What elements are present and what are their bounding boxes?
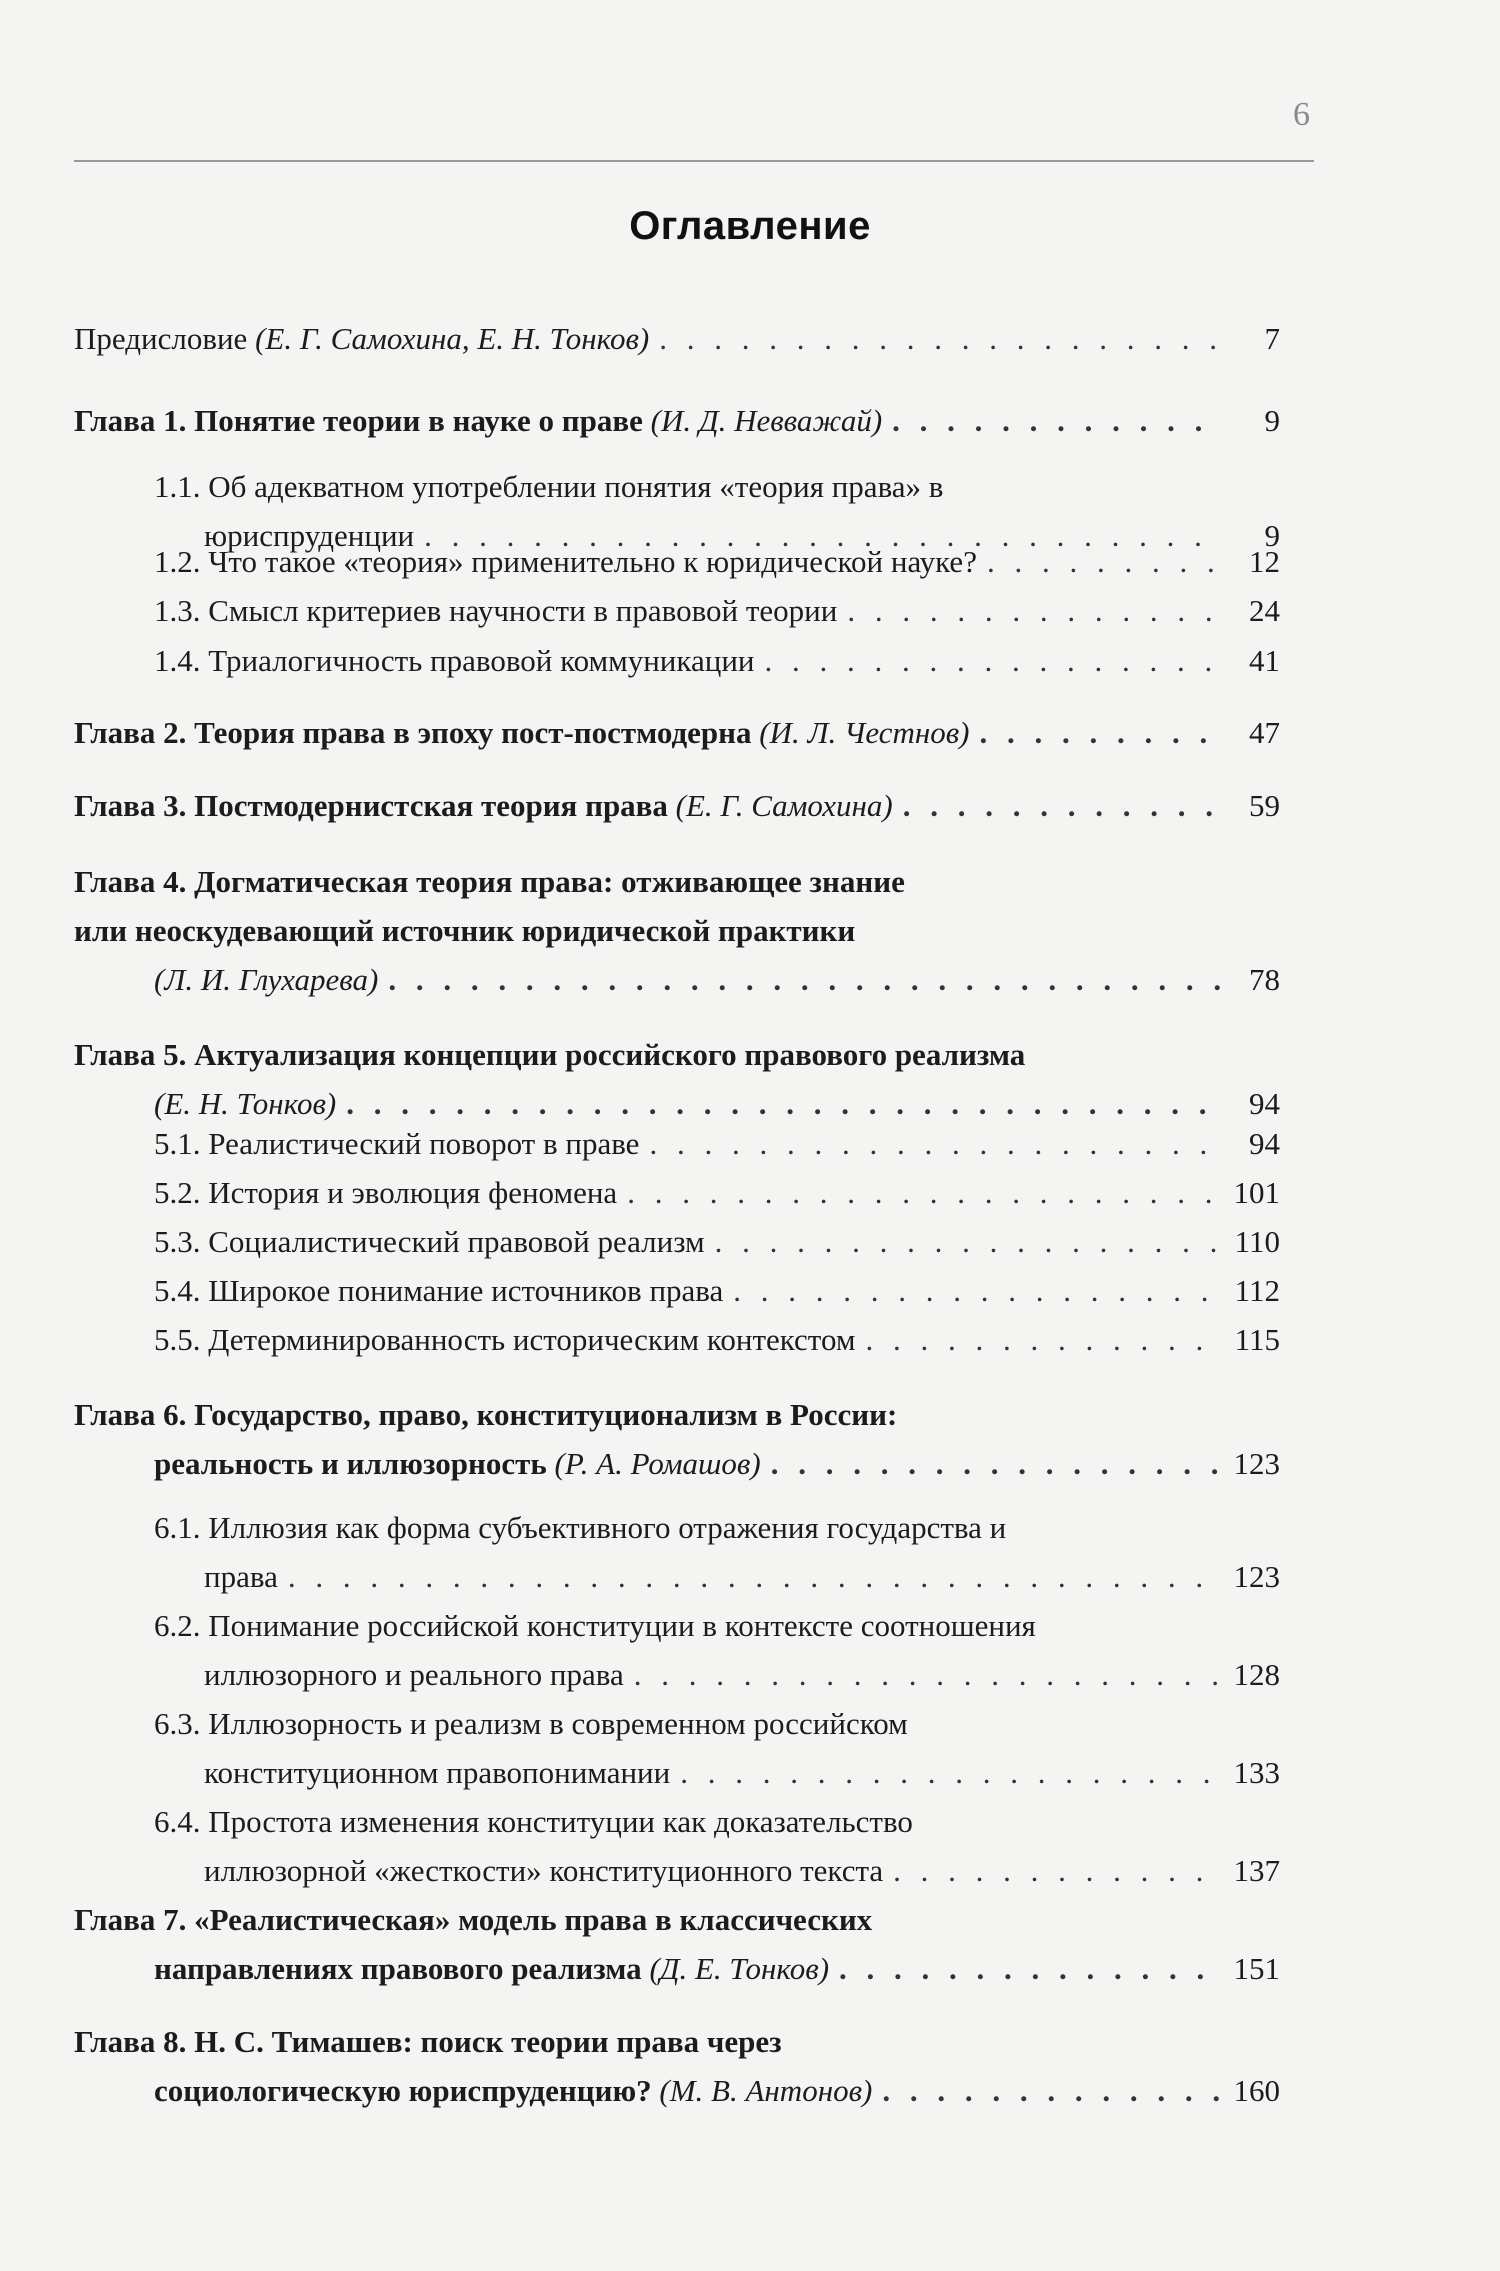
toc-entry-author: (Е. Н. Тонков) bbox=[154, 1086, 337, 1121]
toc-chapter bbox=[74, 1390, 1280, 1488]
toc-page-number: 123 bbox=[1233, 1559, 1280, 1594]
toc-entry-title: 5.4. Широкое понимание источников права bbox=[154, 1273, 724, 1308]
toc-section bbox=[154, 1119, 1280, 1168]
toc-entry-line: или неоскудевающий источник юридической практики bbox=[74, 913, 856, 948]
toc-entry-title: Глава 3. Постмодернистская теория права bbox=[74, 788, 676, 823]
toc-section bbox=[154, 636, 1280, 685]
toc-section bbox=[154, 1503, 1280, 1601]
toc-page-number: 9 bbox=[1264, 518, 1280, 553]
dot-leader bbox=[680, 1748, 1220, 1797]
toc-page-number: 12 bbox=[1249, 544, 1280, 579]
toc-entry-title: конституционном правопонимании bbox=[204, 1755, 671, 1790]
toc-entry-title: Предисловие bbox=[74, 321, 256, 356]
toc-page-number: 112 bbox=[1234, 1273, 1280, 1308]
toc-entry-author: (М. В. Антонов) bbox=[659, 2073, 873, 2108]
toc-entry-title: социологическую юриспруденцию? bbox=[154, 2073, 660, 2108]
toc-page-number: 24 bbox=[1249, 593, 1280, 628]
dot-leader bbox=[733, 1266, 1220, 1315]
toc-entry-line: 6.1. Иллюзия как форма субъективного отражения государства и bbox=[154, 1510, 1007, 1545]
toc-section bbox=[154, 1699, 1280, 1797]
toc-chapter bbox=[74, 781, 1280, 830]
toc-entry-author: (Р. А. Ромашов) bbox=[554, 1446, 761, 1481]
toc-section bbox=[154, 586, 1280, 635]
toc-entry-title: 1.3. Смысл критериев научности в правовой теории bbox=[154, 593, 838, 628]
toc-entry-line: Глава 8. Н. С. Тимашев: поиск теории права через bbox=[74, 2024, 782, 2059]
toc-entry-line: 6.2. Понимание российской конституции в контексте соотношения bbox=[154, 1608, 1036, 1643]
toc-entry-author: (И. Д. Невважай) bbox=[650, 403, 883, 438]
toc-entry-line: 6.3. Иллюзорность и реализм в современном российском bbox=[154, 1706, 908, 1741]
toc-entry-title: Глава 1. Понятие теории в науке о праве bbox=[74, 403, 651, 438]
dot-leader bbox=[627, 1168, 1220, 1217]
toc-entry-title: направлениях правового реализма bbox=[154, 1951, 650, 1986]
toc-page-number: 101 bbox=[1233, 1175, 1280, 1210]
toc-entry-line: 1.1. Об адекватном употреблении понятия «теория права» в bbox=[154, 469, 944, 504]
toc-entry-title: юриспруденции bbox=[204, 518, 415, 553]
toc-chapter bbox=[74, 1895, 1280, 1993]
toc-entry-author: (Е. Г. Самохина) bbox=[675, 788, 893, 823]
toc-entry-author: (Е. Г. Самохина, Е. Н. Тонков) bbox=[255, 321, 650, 356]
toc-chapter bbox=[74, 1030, 1280, 1128]
toc-entry-title: 5.2. История и эволюция феномена bbox=[154, 1175, 618, 1210]
toc-entry-author: (Л. И. Глухарева) bbox=[154, 962, 379, 997]
toc-entry-title: 5.5. Детерминированность историческим контекстом bbox=[154, 1322, 856, 1357]
dot-leader bbox=[771, 1439, 1220, 1488]
toc-entry-title: 5.1. Реалистический поворот в праве bbox=[154, 1126, 640, 1161]
toc-entry-title: 5.3. Социалистический правовой реализм bbox=[154, 1224, 705, 1259]
toc-entry-line: Глава 4. Догматическая теория права: отживающее знание bbox=[74, 864, 905, 899]
toc-entry-line: Глава 7. «Реалистическая» модель права в классических bbox=[74, 1902, 873, 1937]
toc-section bbox=[154, 1266, 1280, 1315]
toc-section bbox=[154, 1315, 1280, 1364]
toc-section bbox=[154, 1168, 1280, 1217]
toc-entry-title: реальность и иллюзорность bbox=[154, 1446, 555, 1481]
toc-entry-title: 1.2. Что такое «теория» применительно к юридической науке? bbox=[154, 544, 977, 579]
toc-entry-line: Глава 6. Государство, право, конституционализм в России: bbox=[74, 1397, 898, 1432]
dot-leader bbox=[892, 396, 1220, 445]
dot-leader bbox=[987, 537, 1220, 586]
header-rule bbox=[74, 160, 1314, 162]
toc-page-number: 7 bbox=[1264, 321, 1280, 356]
toc-section bbox=[154, 1797, 1280, 1895]
toc-page-number: 94 bbox=[1249, 1086, 1280, 1121]
dot-leader bbox=[882, 2066, 1220, 2115]
toc-entry-title: Глава 2. Теория права в эпоху пост-постмодерна bbox=[74, 715, 760, 750]
dot-leader bbox=[388, 955, 1220, 1004]
toc-entry-title: иллюзорной «жесткости» конституционного текста bbox=[204, 1853, 884, 1888]
dot-leader bbox=[649, 1119, 1220, 1168]
page-number: 6 bbox=[1293, 96, 1310, 133]
toc-chapter bbox=[74, 2017, 1280, 2115]
toc-page-number: 160 bbox=[1233, 2073, 1280, 2108]
toc-chapter bbox=[74, 314, 1280, 363]
toc-chapter bbox=[74, 396, 1280, 445]
toc-page-number: 110 bbox=[1234, 1224, 1280, 1259]
dot-leader bbox=[634, 1650, 1220, 1699]
toc-page-number: 128 bbox=[1233, 1657, 1280, 1692]
toc-page-number: 59 bbox=[1249, 788, 1280, 823]
dot-leader bbox=[893, 1846, 1220, 1895]
dot-leader bbox=[865, 1315, 1220, 1364]
toc-chapter bbox=[74, 857, 1280, 1004]
dot-leader bbox=[839, 1944, 1220, 1993]
toc-page-number: 41 bbox=[1249, 643, 1280, 678]
dot-leader bbox=[715, 1217, 1220, 1266]
toc-page-number: 137 bbox=[1233, 1853, 1280, 1888]
dot-leader bbox=[903, 781, 1220, 830]
toc-page-number: 115 bbox=[1234, 1322, 1280, 1357]
toc-entry-line: Глава 5. Актуализация концепции российского правового реализма bbox=[74, 1037, 1026, 1072]
dot-leader bbox=[765, 636, 1220, 685]
toc-entry-author: (И. Л. Честнов) bbox=[759, 715, 970, 750]
toc-page-number: 133 bbox=[1233, 1755, 1280, 1790]
page-title: Оглавление bbox=[629, 204, 871, 248]
dot-leader bbox=[659, 314, 1220, 363]
toc-page-number: 9 bbox=[1264, 403, 1280, 438]
toc-entry-title: иллюзорного и реального права bbox=[204, 1657, 624, 1692]
toc-page-number: 47 bbox=[1249, 715, 1280, 750]
dot-leader bbox=[288, 1552, 1220, 1601]
toc-section bbox=[154, 1601, 1280, 1699]
toc-page-number: 123 bbox=[1233, 1446, 1280, 1481]
dot-leader bbox=[979, 708, 1220, 757]
toc-page-number: 94 bbox=[1249, 1126, 1280, 1161]
toc-section bbox=[154, 537, 1280, 586]
toc-page-number: 151 bbox=[1233, 1951, 1280, 1986]
toc-entry-author: (Д. Е. Тонков) bbox=[649, 1951, 830, 1986]
toc-section bbox=[154, 1217, 1280, 1266]
toc-chapter bbox=[74, 708, 1280, 757]
toc-page-number: 78 bbox=[1249, 962, 1280, 997]
toc-entry-title: 1.4. Триалогичность правовой коммуникации bbox=[154, 643, 755, 678]
toc-entry-title: права bbox=[204, 1559, 278, 1594]
dot-leader bbox=[847, 586, 1220, 635]
toc-entry-line: 6.4. Простота изменения конституции как доказательство bbox=[154, 1804, 913, 1839]
